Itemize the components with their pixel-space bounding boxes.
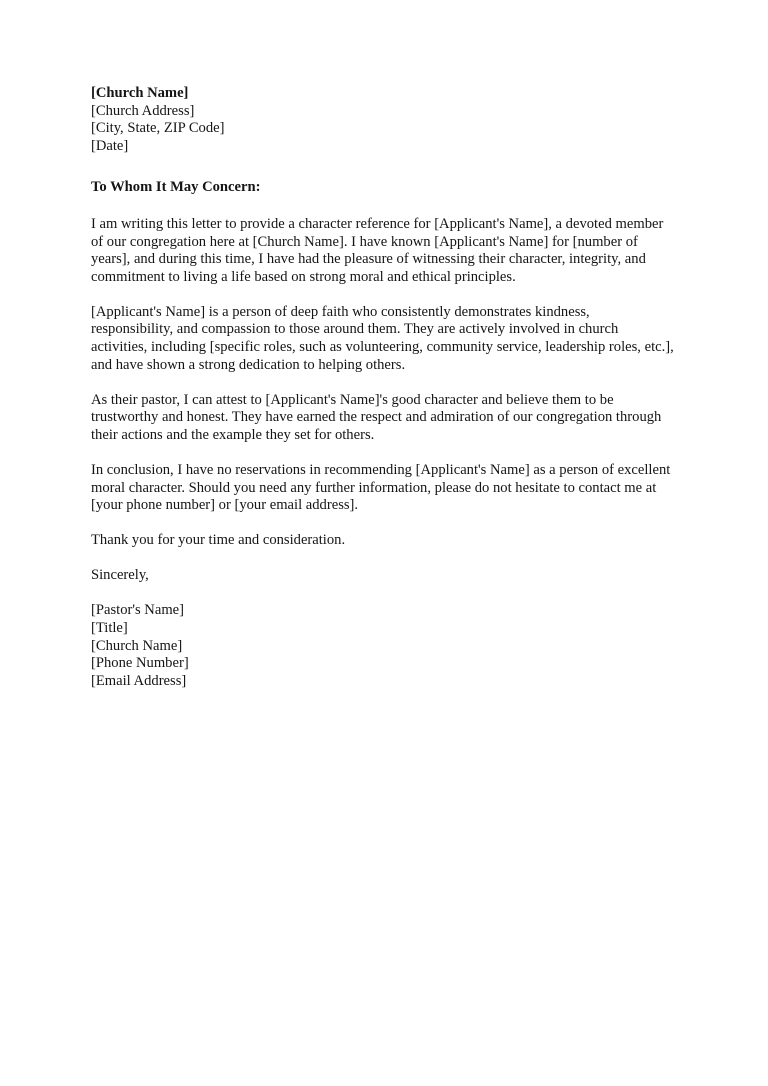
signature-pastor-name: [Pastor's Name] [91, 602, 185, 619]
letterhead-date: [Date] [91, 137, 129, 154]
thank-you-line: Thank you for your time and consideration. [91, 532, 346, 549]
letterhead-city-state-zip: [City, State, ZIP Code] [91, 120, 225, 137]
body-paragraph-3: As their pastor, I can attest to [Applicant's Name]'s good character and believe them to be trustworthy and honest. They have earned the respect and admiration of our congregation through their actions and the example they set for others. [91, 391, 662, 443]
signature-church-name: [Church Name] [91, 637, 183, 654]
signature-block [91, 602, 675, 690]
letterhead-church-name: [Church Name] [91, 85, 189, 101]
body-paragraph-2: [Applicant's Name] is a person of deep faith who consistently demonstrates kindness, responsibility, and compassion to those around them. They are actively involved in church activities, including [specific roles, such as volunteering, community service, leadership roles, etc.], and have shown a strong dedication to helping others. [91, 303, 674, 373]
signature-phone-number: [Phone Number] [91, 655, 189, 672]
salutation: To Whom It May Concern: [91, 179, 261, 196]
letterhead-church-address: [Church Address] [91, 102, 195, 119]
body-paragraph-4: In conclusion, I have no reservations in recommending [Applicant's Name] as a person of excellent moral character. Should you need any further information, please do not hesitate to contact me at [your phone number] or [your email address]. [91, 462, 671, 514]
signature-email-address: [Email Address] [91, 672, 187, 689]
letter-body [91, 85, 675, 690]
valediction: Sincerely, [91, 567, 149, 584]
signature-title: [Title] [91, 620, 128, 637]
body-paragraph-1: I am writing this letter to provide a character reference for [Applicant's Name], a devoted member of our congregation here at [Church Name]. I have known [Applicant's Name] for [number of years], and during this time, I have had the pleasure of witnessing their character, integrity, and commitment to living a life based on strong moral and ethical principles. [91, 215, 664, 285]
letterhead-block [91, 85, 675, 155]
